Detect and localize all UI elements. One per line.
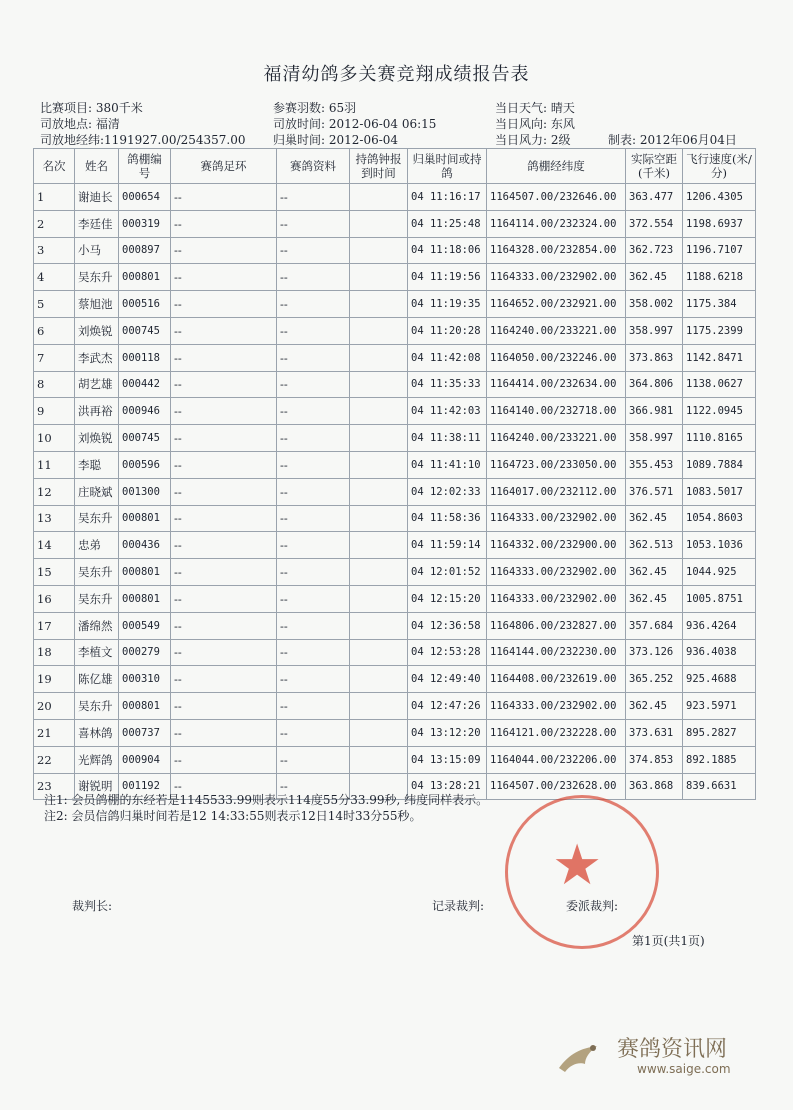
header-return-time: 归巢时间或持鸽 [408,149,487,184]
cell-distance: 362.723 [626,237,683,264]
watermark [555,1030,765,1090]
referee-signature-label: 裁判长: [72,899,113,913]
cell-distance: 372.554 [626,210,683,237]
cell-distance: 358.997 [626,317,683,344]
cell-pigeon-info: -- [277,666,350,693]
cell-coordinates: 1164240.00/233221.00 [487,317,626,344]
cell-loft-id: 001300 [119,478,171,505]
cell-loft-id: 000801 [119,264,171,291]
cell-pigeon-info: -- [277,317,350,344]
watermark-brand: 赛鸽资讯网 [617,1037,728,1062]
cell-clock-report [350,532,408,559]
cell-rank: 15 [34,559,75,586]
cell-coordinates: 1164333.00/232902.00 [487,559,626,586]
cell-pigeon-info: -- [277,398,350,425]
cell-ring: -- [171,184,277,211]
cell-distance: 366.981 [626,398,683,425]
info-distance: 比赛项目: 380千米 [40,101,143,115]
cell-pigeon-info: -- [277,344,350,371]
header-ring: 赛鸽足环 [171,149,277,184]
cell-coordinates: 1164328.00/232854.00 [487,237,626,264]
cell-clock-report [350,317,408,344]
association-stamp [505,795,659,949]
cell-ring: -- [171,451,277,478]
cell-return-time: 04 11:58:36 [408,505,487,532]
cell-name: 潘绵然 [75,612,119,639]
cell-name: 刘焕锐 [75,317,119,344]
cell-rank: 14 [34,532,75,559]
info-return-time: 归巢时间: 2012-06-04 [273,133,399,147]
info-made-date: 制表: 2012年06月04日 [608,133,737,147]
table-row [34,210,756,237]
cell-coordinates: 1164333.00/232902.00 [487,693,626,720]
table-row [34,639,756,666]
cell-return-time: 04 11:16:17 [408,184,487,211]
cell-clock-report [350,666,408,693]
cell-pigeon-info: -- [277,505,350,532]
cell-name: 李武杰 [75,344,119,371]
cell-pigeon-info: -- [277,693,350,720]
notes [44,792,488,824]
cell-return-time: 04 12:36:58 [408,612,487,639]
cell-speed: 892.1885 [683,746,756,773]
cell-clock-report [350,505,408,532]
table-row [34,184,756,211]
cell-return-time: 04 12:02:33 [408,478,487,505]
cell-loft-id: 000737 [119,719,171,746]
cell-rank: 23 [34,773,75,800]
cell-name: 喜林鸽 [75,719,119,746]
cell-clock-report [350,585,408,612]
cell-return-time: 04 11:59:14 [408,532,487,559]
cell-speed: 1089.7884 [683,451,756,478]
cell-coordinates: 1164114.00/232324.00 [487,210,626,237]
cell-coordinates: 1164806.00/232827.00 [487,612,626,639]
table-row [34,237,756,264]
cell-distance: 362.513 [626,532,683,559]
cell-pigeon-info: -- [277,264,350,291]
cell-speed: 1142.8471 [683,344,756,371]
cell-ring: -- [171,371,277,398]
cell-coordinates: 1164333.00/232902.00 [487,585,626,612]
report-title: 福清幼鸽多关赛竞翔成绩报告表 [263,64,530,85]
table-row [34,505,756,532]
header-clock-report: 持鸽钟报到时间 [350,149,408,184]
table-row [34,451,756,478]
cell-coordinates: 1164723.00/233050.00 [487,451,626,478]
cell-speed: 839.6631 [683,773,756,800]
cell-return-time: 04 13:12:20 [408,719,487,746]
cell-clock-report [350,210,408,237]
recorder-signature-label: 记录裁判: [432,899,485,913]
cell-name: 庄晓斌 [75,478,119,505]
cell-speed: 895.2827 [683,719,756,746]
cell-distance: 362.45 [626,693,683,720]
cell-rank: 4 [34,264,75,291]
cell-pigeon-info: -- [277,184,350,211]
cell-loft-id: 000442 [119,371,171,398]
cell-rank: 5 [34,291,75,318]
cell-speed: 1196.7107 [683,237,756,264]
cell-ring: -- [171,532,277,559]
cell-pigeon-info: -- [277,559,350,586]
cell-pigeon-info: -- [277,425,350,452]
cell-coordinates: 1164050.00/232246.00 [487,344,626,371]
info-entries: 参赛羽数: 65羽 [273,101,357,115]
cell-rank: 2 [34,210,75,237]
cell-loft-id: 000745 [119,425,171,452]
info-weather: 当日天气: 晴天 [495,101,575,115]
results-table [33,148,756,800]
cell-loft-id: 000118 [119,344,171,371]
cell-name: 蔡旭池 [75,291,119,318]
info-wind-direction: 当日风向: 东风 [495,117,575,131]
cell-clock-report [350,237,408,264]
cell-rank: 17 [34,612,75,639]
cell-return-time: 04 11:35:33 [408,371,487,398]
cell-rank: 18 [34,639,75,666]
cell-return-time: 04 12:15:20 [408,585,487,612]
cell-loft-id: 001192 [119,773,171,800]
table-body [34,184,756,800]
cell-pigeon-info: -- [277,532,350,559]
cell-ring: -- [171,291,277,318]
cell-ring: -- [171,398,277,425]
cell-loft-id: 000904 [119,746,171,773]
cell-clock-report [350,184,408,211]
table-row [34,585,756,612]
cell-speed: 1206.4305 [683,184,756,211]
cell-distance: 362.45 [626,264,683,291]
cell-return-time: 04 11:38:11 [408,425,487,452]
page-number: 第1页(共1页) [632,934,705,948]
cell-speed: 1175.2399 [683,317,756,344]
cell-name: 吴东升 [75,693,119,720]
cell-rank: 21 [34,719,75,746]
table-row [34,693,756,720]
cell-distance: 358.997 [626,425,683,452]
cell-loft-id: 000801 [119,505,171,532]
cell-name: 吴东升 [75,505,119,532]
cell-loft-id: 000549 [119,612,171,639]
cell-ring: -- [171,317,277,344]
cell-distance: 362.45 [626,585,683,612]
cell-rank: 20 [34,693,75,720]
cell-speed: 1175.384 [683,291,756,318]
cell-rank: 9 [34,398,75,425]
cell-coordinates: 1164333.00/232902.00 [487,505,626,532]
cell-pigeon-info: -- [277,210,350,237]
info-release-time: 司放时间: 2012-06-04 06:15 [273,117,437,131]
cell-ring: -- [171,746,277,773]
cell-rank: 8 [34,371,75,398]
cell-pigeon-info: -- [277,478,350,505]
race-info-col1 [40,100,246,148]
cell-rank: 19 [34,666,75,693]
delegate-signature-label: 委派裁判: [566,899,619,913]
cell-ring: -- [171,425,277,452]
table-row [34,746,756,773]
cell-pigeon-info: -- [277,746,350,773]
cell-loft-id: 000801 [119,585,171,612]
cell-speed: 1122.0945 [683,398,756,425]
cell-rank: 13 [34,505,75,532]
cell-pigeon-info: -- [277,237,350,264]
cell-pigeon-info: -- [277,291,350,318]
cell-rank: 16 [34,585,75,612]
cell-return-time: 04 12:47:26 [408,693,487,720]
cell-return-time: 04 13:15:09 [408,746,487,773]
cell-speed: 1054.8603 [683,505,756,532]
race-info-col2 [273,100,436,148]
cell-distance: 362.45 [626,559,683,586]
cell-rank: 11 [34,451,75,478]
cell-ring: -- [171,344,277,371]
header-speed: 飞行速度(米/分) [683,149,756,184]
cell-clock-report [350,746,408,773]
race-info-col3 [495,100,575,148]
header-distance: 实际空距(千米) [626,149,683,184]
cell-coordinates: 1164333.00/232902.00 [487,264,626,291]
cell-clock-report [350,291,408,318]
cell-ring: -- [171,666,277,693]
header-coordinates: 鸽棚经纬度 [487,149,626,184]
cell-return-time: 04 11:41:10 [408,451,487,478]
header-name: 姓名 [75,149,119,184]
cell-name: 忠弟 [75,532,119,559]
cell-speed: 1198.6937 [683,210,756,237]
cell-speed: 1188.6218 [683,264,756,291]
cell-ring: -- [171,559,277,586]
cell-clock-report [350,425,408,452]
cell-loft-id: 000654 [119,184,171,211]
cell-return-time: 04 12:49:40 [408,666,487,693]
cell-ring: -- [171,237,277,264]
table-row [34,612,756,639]
table-row [34,264,756,291]
cell-rank: 6 [34,317,75,344]
cell-ring: -- [171,719,277,746]
cell-loft-id: 000436 [119,532,171,559]
cell-speed: 1083.5017 [683,478,756,505]
cell-return-time: 04 12:01:52 [408,559,487,586]
cell-clock-report [350,559,408,586]
stamp-star-icon: ★ [552,833,603,898]
pigeon-logo-icon [555,1034,601,1080]
note-2: 注2: 会员信鸽归巢时间若是12 14:33:55则表示12日14时33分55秒。 [44,809,422,823]
cell-clock-report [350,639,408,666]
info-wind-force: 当日风力: 2级 [495,133,571,147]
watermark-url: www.saige.com [637,1062,731,1076]
cell-rank: 7 [34,344,75,371]
cell-return-time: 04 11:19:56 [408,264,487,291]
table-row [34,291,756,318]
cell-ring: -- [171,639,277,666]
cell-ring: -- [171,210,277,237]
cell-pigeon-info: -- [277,612,350,639]
cell-coordinates: 1164121.00/232228.00 [487,719,626,746]
cell-name: 吴东升 [75,264,119,291]
table-row [34,317,756,344]
cell-loft-id: 000801 [119,693,171,720]
cell-return-time: 04 11:25:48 [408,210,487,237]
cell-coordinates: 1164408.00/232619.00 [487,666,626,693]
header-rank: 名次 [34,149,75,184]
cell-name: 李植文 [75,639,119,666]
cell-name: 吴东升 [75,559,119,586]
cell-name: 光辉鸽 [75,746,119,773]
cell-pigeon-info: -- [277,773,350,800]
info-release-coords: 司放地经纬:1191927.00/254357.00 [40,133,246,147]
cell-speed: 1053.1036 [683,532,756,559]
cell-rank: 12 [34,478,75,505]
cell-clock-report [350,371,408,398]
cell-distance: 373.126 [626,639,683,666]
cell-distance: 355.453 [626,451,683,478]
cell-return-time: 04 11:42:08 [408,344,487,371]
cell-rank: 10 [34,425,75,452]
cell-ring: -- [171,612,277,639]
cell-coordinates: 1164652.00/232921.00 [487,291,626,318]
cell-loft-id: 000279 [119,639,171,666]
cell-distance: 373.863 [626,344,683,371]
cell-pigeon-info: -- [277,585,350,612]
table-row [34,344,756,371]
cell-return-time: 04 11:42:03 [408,398,487,425]
cell-coordinates: 1164144.00/232230.00 [487,639,626,666]
cell-clock-report [350,719,408,746]
cell-loft-id: 000801 [119,559,171,586]
cell-ring: -- [171,478,277,505]
cell-clock-report [350,612,408,639]
cell-loft-id: 000516 [119,291,171,318]
info-release-site: 司放地点: 福清 [40,117,120,131]
cell-return-time: 04 11:18:06 [408,237,487,264]
table-row [34,425,756,452]
table-row [34,398,756,425]
cell-coordinates: 1164044.00/232206.00 [487,746,626,773]
cell-loft-id: 000745 [119,317,171,344]
cell-rank: 22 [34,746,75,773]
table-row [34,478,756,505]
table-header-row [34,149,756,184]
header-pigeon-info: 赛鸽资料 [277,149,350,184]
cell-loft-id: 000897 [119,237,171,264]
cell-return-time: 04 12:53:28 [408,639,487,666]
cell-rank: 1 [34,184,75,211]
cell-speed: 1110.8165 [683,425,756,452]
cell-speed: 936.4038 [683,639,756,666]
cell-distance: 364.806 [626,371,683,398]
cell-ring: -- [171,264,277,291]
cell-name: 陈亿雄 [75,666,119,693]
cell-coordinates: 1164507.00/232646.00 [487,184,626,211]
cell-distance: 373.631 [626,719,683,746]
cell-loft-id: 000596 [119,451,171,478]
cell-loft-id: 000319 [119,210,171,237]
cell-ring: -- [171,693,277,720]
cell-return-time: 04 13:28:21 [408,773,487,800]
cell-name: 刘焕锐 [75,425,119,452]
note-1: 注1: 会员鸽棚的东经若是1145533.99则表示114度55分33.99秒, 纬度同样表示。 [44,793,489,807]
table-row [34,371,756,398]
cell-clock-report [350,398,408,425]
cell-coordinates: 1164414.00/232634.00 [487,371,626,398]
cell-coordinates: 1164507.00/232628.00 [487,773,626,800]
cell-speed: 1005.8751 [683,585,756,612]
cell-name: 谢锐明 [75,773,119,800]
cell-coordinates: 1164140.00/232718.00 [487,398,626,425]
cell-name: 李廷佳 [75,210,119,237]
cell-loft-id: 000946 [119,398,171,425]
cell-loft-id: 000310 [119,666,171,693]
cell-coordinates: 1164332.00/232900.00 [487,532,626,559]
cell-ring: -- [171,773,277,800]
cell-speed: 936.4264 [683,612,756,639]
table-row [34,666,756,693]
cell-name: 李聪 [75,451,119,478]
cell-clock-report [350,451,408,478]
cell-name: 吴东升 [75,585,119,612]
cell-distance: 365.252 [626,666,683,693]
header-loft-id: 鸽棚编号 [119,149,171,184]
table-row [34,532,756,559]
cell-speed: 925.4688 [683,666,756,693]
cell-speed: 1044.925 [683,559,756,586]
cell-coordinates: 1164240.00/233221.00 [487,425,626,452]
cell-speed: 923.5971 [683,693,756,720]
cell-pigeon-info: -- [277,371,350,398]
cell-name: 谢迪长 [75,184,119,211]
cell-pigeon-info: -- [277,719,350,746]
cell-ring: -- [171,585,277,612]
cell-speed: 1138.0627 [683,371,756,398]
cell-pigeon-info: -- [277,451,350,478]
cell-distance: 358.002 [626,291,683,318]
cell-distance: 362.45 [626,505,683,532]
cell-name: 小马 [75,237,119,264]
cell-clock-report [350,478,408,505]
cell-name: 洪再裕 [75,398,119,425]
cell-clock-report [350,344,408,371]
cell-distance: 363.868 [626,773,683,800]
cell-distance: 374.853 [626,746,683,773]
table-row [34,719,756,746]
cell-distance: 376.571 [626,478,683,505]
cell-return-time: 04 11:20:28 [408,317,487,344]
cell-ring: -- [171,505,277,532]
cell-distance: 363.477 [626,184,683,211]
cell-name: 胡艺雄 [75,371,119,398]
cell-pigeon-info: -- [277,639,350,666]
table-row [34,559,756,586]
cell-clock-report [350,264,408,291]
cell-distance: 357.684 [626,612,683,639]
cell-coordinates: 1164017.00/232112.00 [487,478,626,505]
cell-return-time: 04 11:19:35 [408,291,487,318]
cell-rank: 3 [34,237,75,264]
cell-clock-report [350,693,408,720]
